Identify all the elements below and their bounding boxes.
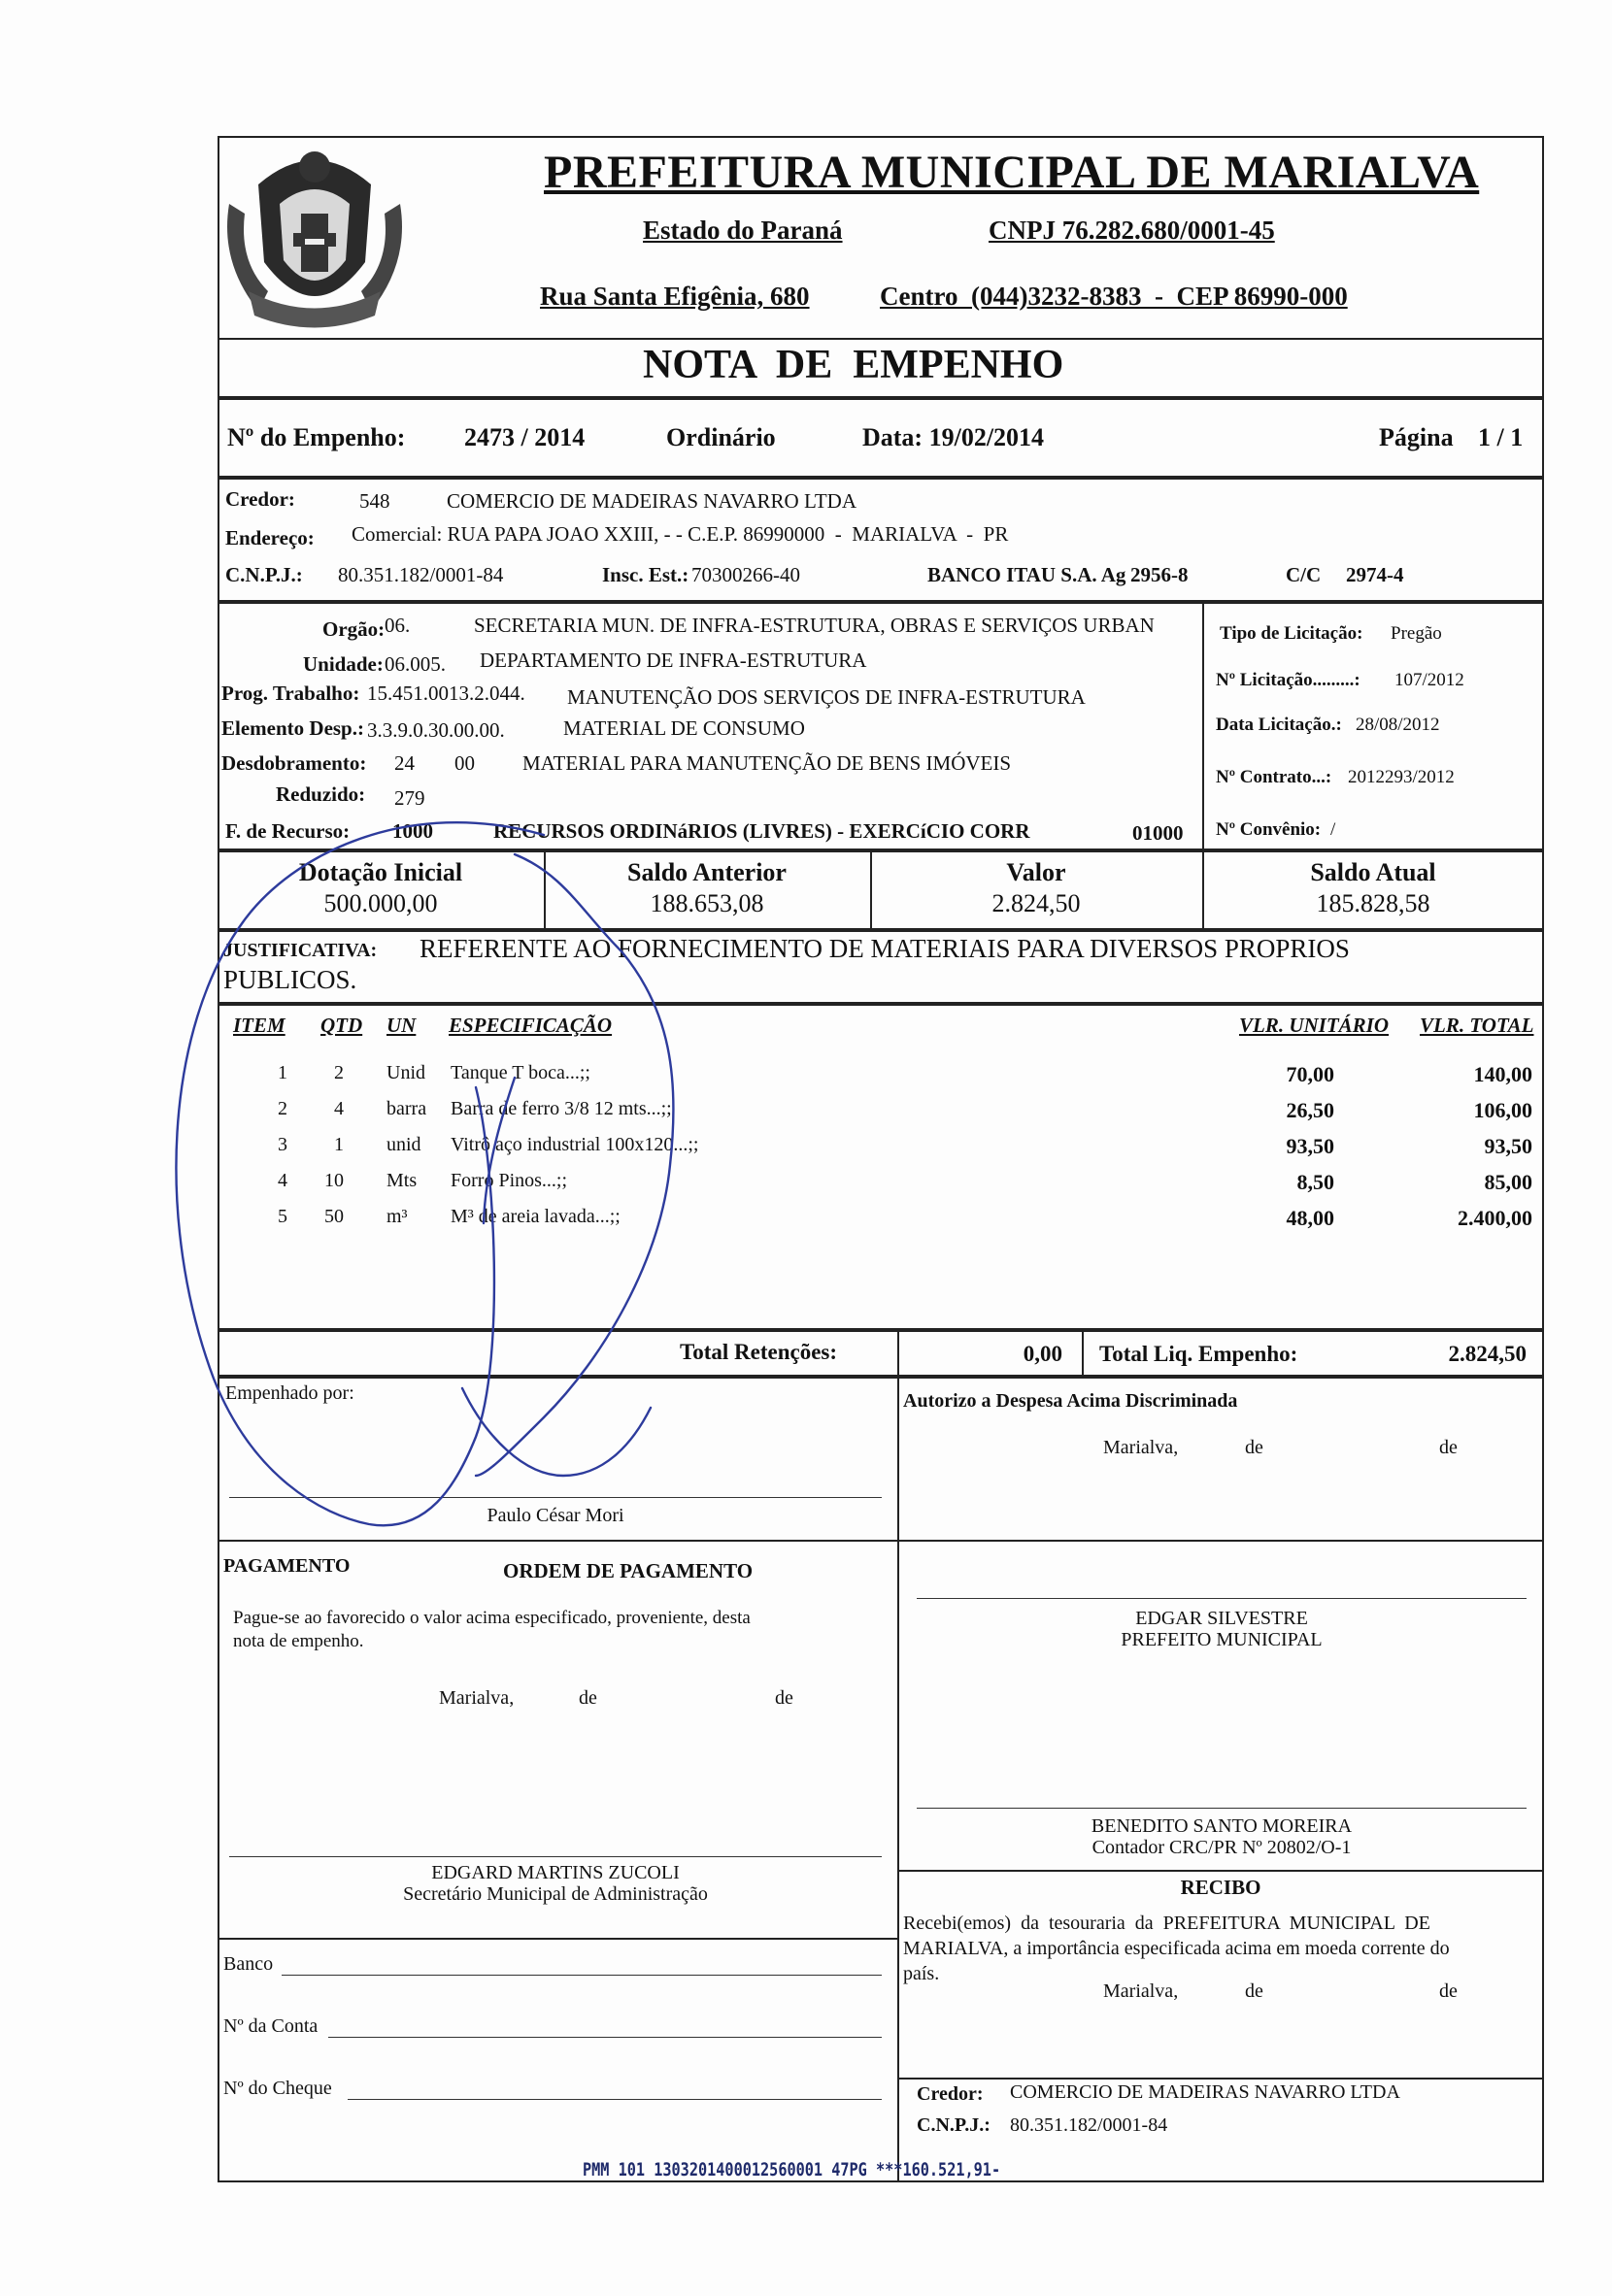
receipt-cnpj: 80.351.182/0001-84 bbox=[1010, 2114, 1168, 2136]
item-spec: Barra de ferro 3/8 12 mts...;; bbox=[451, 1098, 672, 1119]
cheque-field-label: Nº do Cheque bbox=[223, 2078, 332, 2099]
reduced-code: 279 bbox=[394, 786, 425, 810]
item-number: 1 bbox=[278, 1062, 287, 1083]
amount-label: Valor bbox=[1006, 858, 1066, 886]
breakdown-code-2: 00 bbox=[454, 751, 475, 775]
authorize-de-2: de bbox=[1439, 1437, 1458, 1458]
payment-de-2: de bbox=[775, 1687, 793, 1709]
item-qty: 1 bbox=[334, 1134, 344, 1155]
program-name: MANUTENÇÃO DOS SERVIÇOS DE INFRA-ESTRUTURA bbox=[567, 685, 1086, 709]
item-number: 4 bbox=[278, 1170, 287, 1191]
breakdown-code-1: 24 bbox=[394, 751, 415, 775]
empenho-number-label: Nº do Empenho: bbox=[227, 423, 406, 451]
address-label: Endereço: bbox=[225, 526, 315, 549]
receipt-text-2: MARIALVA, a importância especificada acima em moeda corrente do bbox=[903, 1938, 1450, 1959]
contract-label: Nº Contrato...: bbox=[1216, 767, 1332, 787]
col-item-header: ITEM bbox=[233, 1014, 285, 1037]
bank-field-line bbox=[282, 1975, 882, 1976]
payment-de-1: de bbox=[579, 1687, 597, 1709]
item-unit-price: 48,00 bbox=[1286, 1206, 1334, 1230]
item-spec: Tanque T boca...;; bbox=[451, 1062, 590, 1083]
receipt-creditor-name: COMERCIO DE MADEIRAS NAVARRO LTDA bbox=[1010, 2081, 1400, 2103]
document-title: NOTA DE EMPENHO bbox=[643, 343, 1064, 387]
item-total: 85,00 bbox=[1484, 1170, 1532, 1194]
item-total: 140,00 bbox=[1473, 1062, 1532, 1086]
creditor-address: Comercial: RUA PAPA JOAO XXIII, - - C.E.P. 86990000 - MARIALVA - PR bbox=[352, 522, 1009, 546]
payment-text-2: nota de empenho. bbox=[233, 1631, 364, 1651]
retentions-label: Total Retenções: bbox=[680, 1340, 838, 1364]
payment-text-1: Pague-se ao favorecido o valor acima especificado, proveniente, desta bbox=[233, 1608, 751, 1628]
program-code: 15.451.0013.2.044. bbox=[367, 682, 525, 705]
header-district-phone: Centro (044)3232-8383 - CEP 86990-000 bbox=[880, 282, 1348, 311]
receipt-de-1: de bbox=[1245, 1980, 1263, 2002]
bid-number-value: 107/2012 bbox=[1394, 670, 1464, 690]
receipt-title: RECIBO bbox=[1180, 1876, 1261, 1899]
col-unit-price-header: VLR. UNITÁRIO bbox=[1239, 1014, 1390, 1037]
bank-name: BANCO ITAU S.A. Ag bbox=[927, 563, 1126, 586]
cheque-field-line bbox=[348, 2099, 882, 2100]
current-balance-value: 185.828,58 bbox=[1316, 889, 1430, 917]
contract-value: 2012293/2012 bbox=[1348, 767, 1455, 787]
accountant-name: BENEDITO SANTO MOREIRA bbox=[1091, 1815, 1353, 1837]
item-unit: m³ bbox=[386, 1206, 408, 1227]
justification-line-2: PUBLICOS. bbox=[223, 965, 357, 994]
bid-type-label: Tipo de Licitação: bbox=[1220, 623, 1363, 644]
creditor-code: 548 bbox=[359, 489, 390, 513]
item-number: 2 bbox=[278, 1098, 287, 1119]
item-unit: unid bbox=[386, 1134, 421, 1155]
receipt-text-1: Recebi(emos) da tesouraria da PREFEITURA MUNICIPAL DE bbox=[903, 1913, 1430, 1934]
empenho-type: Ordinário bbox=[666, 423, 776, 451]
retentions-value: 0,00 bbox=[1023, 1342, 1062, 1366]
item-spec: Vitrô aço industrial 100x120...;; bbox=[451, 1134, 699, 1155]
item-unit-price: 70,00 bbox=[1286, 1062, 1334, 1086]
receipt-de-2: de bbox=[1439, 1980, 1458, 2002]
agreement-label: Nº Convênio: bbox=[1216, 819, 1322, 840]
justification-label: JUSTIFICATIVA: bbox=[223, 940, 378, 961]
state-registration-label: Insc. Est.: bbox=[602, 563, 689, 586]
committed-by-name: Paulo César Mori bbox=[487, 1505, 624, 1526]
item-spec: M³ de areia lavada...;; bbox=[451, 1206, 621, 1227]
creditor-cnpj: 80.351.182/0001-84 bbox=[338, 563, 504, 586]
authorize-text: Autorizo a Despesa Acima Discriminada bbox=[903, 1390, 1238, 1412]
creditor-name: COMERCIO DE MADEIRAS NAVARRO LTDA bbox=[447, 489, 856, 513]
bid-date-label: Data Licitação.: bbox=[1216, 715, 1342, 735]
bid-date-value: 28/08/2012 bbox=[1356, 715, 1440, 735]
receipt-cnpj-label: C.N.P.J.: bbox=[917, 2114, 991, 2136]
agreement-value: / bbox=[1330, 819, 1336, 840]
secretary-name: EDGARD MARTINS ZUCOLI bbox=[431, 1862, 680, 1883]
header-street: Rua Santa Efigênia, 680 bbox=[540, 282, 810, 311]
bank-agency: 2956-8 bbox=[1130, 563, 1189, 586]
previous-balance-value: 188.653,08 bbox=[650, 889, 764, 917]
resource-label: F. de Recurso: bbox=[225, 819, 351, 843]
payment-city: Marialva, bbox=[439, 1687, 515, 1709]
resource-code-2: 01000 bbox=[1132, 821, 1184, 845]
current-balance-label: Saldo Atual bbox=[1310, 858, 1436, 886]
element-code: 3.3.9.0.30.00.00. bbox=[367, 718, 505, 742]
state-registration: 70300266-40 bbox=[691, 563, 800, 586]
mayor-title: PREFEITO MUNICIPAL bbox=[1121, 1629, 1323, 1650]
unit-code: 06.005. bbox=[385, 652, 446, 676]
unit-name: DEPARTAMENTO DE INFRA-ESTRUTURA bbox=[480, 649, 867, 672]
account-field-label: Nº da Conta bbox=[223, 2015, 319, 2037]
bank-field-label: Banco bbox=[223, 1953, 274, 1975]
orgao-name: SECRETARIA MUN. DE INFRA-ESTRUTURA, OBRAS E SERVIÇOS URBAN bbox=[474, 614, 1155, 637]
previous-balance-label: Saldo Anterior bbox=[627, 858, 787, 886]
account-label: C/C bbox=[1286, 563, 1322, 586]
col-total-header: VLR. TOTAL bbox=[1420, 1014, 1534, 1037]
secretary-title: Secretário Municipal de Administração bbox=[403, 1883, 708, 1905]
item-spec: Forro Pinos...;; bbox=[451, 1170, 568, 1191]
item-number: 3 bbox=[278, 1134, 287, 1155]
authorize-de-1: de bbox=[1245, 1437, 1263, 1458]
receipt-city: Marialva, bbox=[1103, 1980, 1179, 2002]
breakdown-name: MATERIAL PARA MANUTENÇÃO DE BENS IMÓVEIS bbox=[522, 751, 1012, 775]
unit-label: Unidade: bbox=[303, 652, 384, 676]
coat-of-arms-logo bbox=[219, 146, 410, 336]
col-qty-header: QTD bbox=[320, 1014, 363, 1037]
item-unit-price: 93,50 bbox=[1286, 1134, 1334, 1158]
justification-line-1: REFERENTE AO FORNECIMENTO DE MATERIAIS PARA DIVERSOS PROPRIOS bbox=[420, 934, 1350, 963]
header-cnpj: CNPJ 76.282.680/0001-45 bbox=[989, 216, 1275, 245]
item-unit-price: 8,50 bbox=[1296, 1170, 1334, 1194]
footer-code: PMM 101 1303201400012560001 47PG ***160.521,91- bbox=[583, 2159, 1001, 2180]
payment-order-label: ORDEM DE PAGAMENTO bbox=[503, 1559, 754, 1582]
col-unit-header: UN bbox=[386, 1014, 417, 1037]
mayor-name: EDGAR SILVESTRE bbox=[1135, 1608, 1308, 1629]
creditor-label: Credor: bbox=[225, 487, 295, 511]
receipt-text-3: país. bbox=[903, 1963, 940, 1984]
page-label: Página bbox=[1379, 423, 1454, 451]
bid-type-value: Pregão bbox=[1391, 623, 1442, 644]
item-unit: Mts bbox=[386, 1170, 418, 1191]
payment-label: PAGAMENTO bbox=[223, 1555, 351, 1577]
page-title: PREFEITURA MUNICIPAL DE MARIALVA bbox=[544, 147, 1480, 198]
state-name: Estado do Paraná bbox=[643, 216, 843, 245]
cnpj-label: C.N.P.J.: bbox=[225, 563, 303, 586]
item-unit: barra bbox=[386, 1098, 427, 1119]
orgao-label: Orgão: bbox=[322, 617, 386, 641]
element-name: MATERIAL DE CONSUMO bbox=[563, 716, 805, 740]
amount-value: 2.824,50 bbox=[991, 889, 1081, 917]
breakdown-label: Desdobramento: bbox=[221, 751, 367, 775]
reduced-label: Reduzido: bbox=[276, 782, 366, 806]
element-label: Elemento Desp.: bbox=[221, 716, 364, 740]
account-field-line bbox=[328, 2037, 882, 2038]
initial-allocation-value: 500.000,00 bbox=[323, 889, 438, 917]
item-qty: 50 bbox=[324, 1206, 344, 1227]
account-number: 2974-4 bbox=[1346, 563, 1404, 586]
resource-code: 1000 bbox=[392, 819, 433, 843]
item-total: 106,00 bbox=[1473, 1098, 1532, 1122]
empenho-date: Data: 19/02/2014 bbox=[862, 423, 1045, 451]
net-total-value: 2.824,50 bbox=[1448, 1342, 1527, 1366]
resource-name: RECURSOS ORDINáRIOS (LIVRES) - EXERCíCIO CORR bbox=[493, 819, 1030, 843]
col-spec-header: ESPECIFICAÇÃO bbox=[449, 1014, 613, 1037]
receipt-creditor-label: Credor: bbox=[917, 2083, 984, 2105]
item-total: 93,50 bbox=[1484, 1134, 1532, 1158]
item-unit-price: 26,50 bbox=[1286, 1098, 1334, 1122]
empenho-number: 2473 / 2014 bbox=[464, 423, 586, 451]
item-qty: 4 bbox=[334, 1098, 344, 1119]
bid-number-label: Nº Licitação.........: bbox=[1216, 670, 1360, 690]
initial-allocation-label: Dotação Inicial bbox=[298, 858, 463, 886]
accountant-title: Contador CRC/PR Nº 20802/O-1 bbox=[1091, 1837, 1352, 1858]
item-number: 5 bbox=[278, 1206, 287, 1227]
net-total-label: Total Liq. Empenho: bbox=[1099, 1342, 1298, 1366]
item-qty: 10 bbox=[324, 1170, 344, 1191]
committed-by-label: Empenhado por: bbox=[225, 1382, 354, 1404]
item-unit: Unid bbox=[386, 1062, 425, 1083]
item-total: 2.400,00 bbox=[1458, 1206, 1532, 1230]
program-label: Prog. Trabalho: bbox=[221, 682, 360, 705]
item-qty: 2 bbox=[334, 1062, 344, 1083]
page-number: 1 / 1 bbox=[1478, 423, 1524, 451]
orgao-code: 06. bbox=[385, 614, 411, 637]
authorize-city: Marialva, bbox=[1103, 1437, 1179, 1458]
